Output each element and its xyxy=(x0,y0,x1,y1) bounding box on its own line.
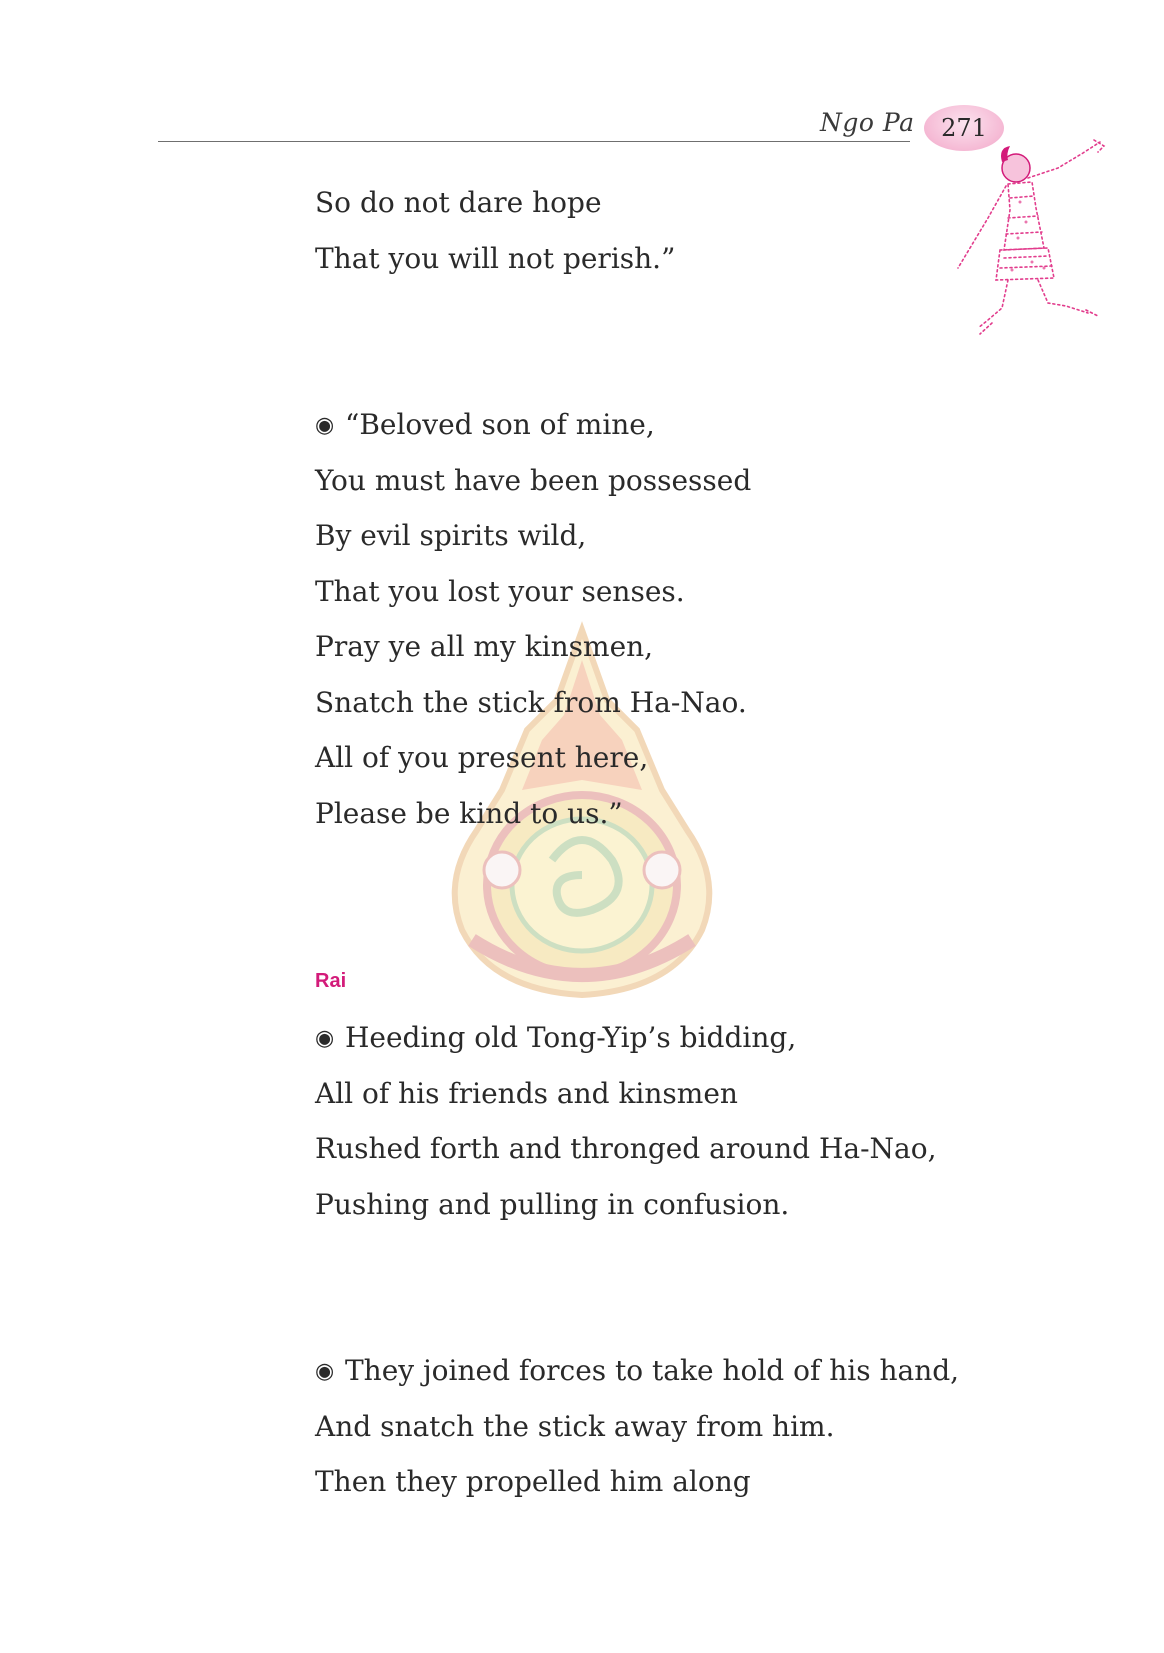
page-number: 271 xyxy=(941,114,987,142)
verse-line: That you lost your senses. xyxy=(315,574,685,608)
verse-line: Please be kind to us.” xyxy=(315,796,623,830)
stanza-bullet-icon: ◉ xyxy=(315,1026,335,1051)
section-heading: Rai xyxy=(315,970,347,992)
stanza-bullet-icon: ◉ xyxy=(315,1359,335,1384)
verse-line xyxy=(315,1010,936,1066)
verse-line: All of his friends and kinsmen xyxy=(315,1076,738,1110)
verse-text: “Beloved son of mine, xyxy=(345,408,655,441)
verse-line: You must have been possessed xyxy=(315,463,752,497)
verse-line: By evil spirits wild, xyxy=(315,519,587,552)
verse-line: Pray ye all my kinsmen, xyxy=(315,630,654,663)
verse-line: Rushed forth and thronged around Ha-Nao, xyxy=(315,1132,937,1165)
verse-line: Snatch the stick from Ha-Nao. xyxy=(315,685,747,719)
dancer-illustration-icon xyxy=(948,138,1118,348)
verse-line: So do not dare hope xyxy=(315,186,602,219)
verse-line: That you will not perish.” xyxy=(315,241,676,275)
stanza-1 xyxy=(315,175,675,286)
verse-line: All of you present here, xyxy=(315,741,649,774)
header-rule xyxy=(158,141,910,142)
verse-text: They joined forces to take hold of his hand, xyxy=(345,1354,960,1387)
verse-line xyxy=(315,397,751,453)
stanza-4 xyxy=(315,1343,959,1510)
verse-line: And snatch the stick away from him. xyxy=(315,1409,835,1443)
stanza-3 xyxy=(315,1010,936,1232)
stanza-bullet-icon: ◉ xyxy=(315,413,335,438)
verse-line: Then they propelled him along xyxy=(315,1465,751,1498)
verse-text: Heeding old Tong-Yip’s bidding, xyxy=(345,1021,797,1054)
verse-line xyxy=(315,1343,959,1399)
running-title: Ngo Pa xyxy=(820,108,915,137)
stanza-2 xyxy=(315,397,751,841)
verse-line: Pushing and pulling in confusion. xyxy=(315,1187,790,1221)
